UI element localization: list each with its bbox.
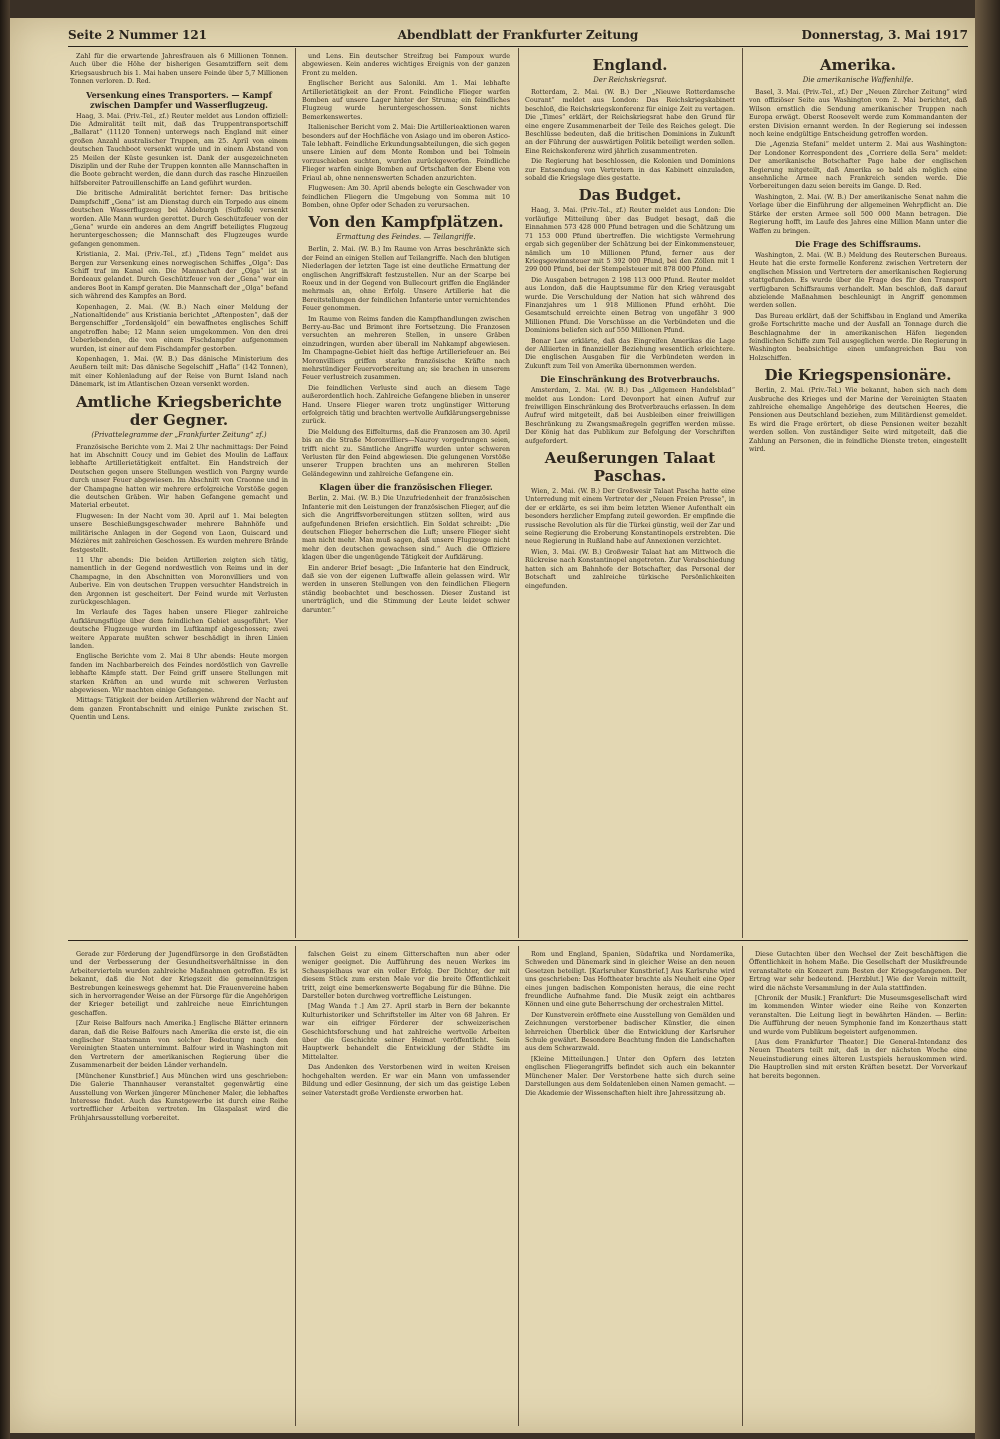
column-divider xyxy=(295,946,296,1426)
column-divider xyxy=(295,48,296,938)
feuilleton-column-2 xyxy=(302,950,510,1426)
feuilleton-separator xyxy=(68,940,968,941)
article-column-3 xyxy=(525,52,735,934)
article-paragraph: Rotterdam, 2. Mai. (W. B.) Der „Nieuwe Rotterdamsche Courant“ meldet aus London: Das Reichskriegskabinett beschloß, die Reichskriegskonferenz für einige Zeit zu vertagen. Die „Times“ erklärt, der Reichskriegsrat habe den Grund für eine engere Zusammenarbeit der Teile des Reiches gelegt. Die Beschlüsse bedeuten, daß die britischen Dominions in Zukunft an der Führung der auswärtigen Politik beteiligt werden sollen. Eine Reichskonferenz wird jährlich zusammentreten. xyxy=(525,88,735,155)
article-paragraph: Kristiania, 2. Mai. (Priv.-Tel., zf.) „Tidens Tegn“ meldet aus Bergen zur Versenkung eines norwegischen Schiffes „Olga“: Das Schiff traf im Kanal ein. Die Mannschaft der „Olga“ ist in Bordeaux gelandet. Durch Geschützfeuer von der „Gena“ war ein anderes Boot in Kampf geraten. Die Mannschaft der „Olga“ befand sich während des Kampfes an Bord. xyxy=(70,250,288,301)
section-heading: Aeußerungen Talaat Paschas. xyxy=(544,449,716,486)
article-paragraph: Berlin, 2. Mai. (Priv.-Tel.) Wie bekannt, haben sich nach dem Ausbruche des Krieges und der Marine der Vereinigten Staaten zahlreiche ehemalige Angehörige des deutschen Heeres, die Pensionen aus Deutschland beziehen, zum Militärdienst gemeldet. Es wird die Frage erörtert, ob diese Pensionen weiter bezahlt werden sollen. Von zuständiger Seite wird mitgeteilt, daß die Zahlung an Personen, die in feindliche Dienste treten, eingestellt wird. xyxy=(749,386,967,454)
article-subheading: Die amerikanische Waffenhilfe. xyxy=(802,76,914,84)
article-paragraph: falschen Geist zu einem Gitterschaften nun aber oder weniger geeignet. Die Aufführung des neuen Werkes im Schauspielhaus war ein voller Erfolg. Der Dichter, der mit diesem Stück zum ersten Male vor die breite Öffentlichkeit tritt, zeigt eine bemerkenswerte Begabung für die Bühne. Die Darsteller boten durchweg vortreffliche Leistungen. xyxy=(302,950,510,1001)
article-heading: Klagen über die französischen Flieger. xyxy=(319,482,493,493)
article-paragraph: Berlin, 2. Mai. (W. B.) Die Unzufriedenheit der französischen Infanterie mit den Leistungen der französischen Flieger, auf die sich die Angriffsvorbereitungen stützen sollten, wird aus aufgefundenen Briefen ersichtlich. Ein Soldat schreibt: „Die deutschen Flieger beherrschen die Luft; unsere Flieger sieht man nicht mehr. Man muß sagen, daß unsere Flugzeuge nicht mehr den deutschen gewachsen sind.“ Auch die Offiziere klagen über die ungenügende Tätigkeit der Aufklärung. xyxy=(302,494,510,562)
newspaper-title: Abendblatt der Frankfurter Zeitung xyxy=(397,28,639,42)
section-heading: England. xyxy=(592,56,668,74)
column-divider xyxy=(742,946,743,1426)
article-paragraph: Wien, 2. Mai. (W. B.) Der Großwesir Talaat Pascha hatte eine Unterredung mit einem Vertreter der „Neuen Freien Presse“, in der er erklärte, es sei ihm beim letzten Wiener Aufenthalt ein besonders herzlicher Empfang zuteil geworden. Er empfinde die russische Revolution als für die Türkei günstig, weil der Zar und seine Regierung die Eroberung Konstantinopels erstrebten. Die neue Regierung in Rußland habe auf Annexionen verzichtet. xyxy=(525,487,735,546)
article-paragraph: Washington, 2. Mai. (W. B.) Der amerikanische Senat nahm die Vorlage über die Einführung der allgemeinen Wehrpflicht an. Die Stärke der ersten Armee soll 500 000 Mann betragen. Die Regierung hofft, im Laufe des Jahres eine Million Mann unter die Waffen zu bringen. xyxy=(749,192,967,235)
article-paragraph: Englische Berichte vom 2. Mai 8 Uhr abends: Heute morgen fanden im Nachbarbereich des Feindes nordöstlich von Gavrelle lebhafte Kämpfe statt. Der Feind griff unsere Stellungen mit starken Kräften an und wurde mit schweren Verlusten abgewiesen. Wir machten einige Gefangene. xyxy=(70,652,288,694)
section-heading: Die Kriegspensionäre. xyxy=(764,366,952,385)
article-paragraph: Amsterdam, 2. Mai. (W. B.) Das „Allgemeen Handelsblad“ meldet aus London: Lord Devonport hat einen Aufruf zur freiwilligen Einschränkung des Brotverbrauchs erlassen. In dem Aufruf wird mitgeteilt, daß bei Ausbleiben einer freiwilligen Beschränkung zu Zwangsmaßregeln gegriffen werden müsse. Der König hat das Publikum zur Befolgung der Vorschriften aufgefordert. xyxy=(525,386,735,445)
article-paragraph: Flugwesen: Am 30. April abends belegte ein Geschwader von feindlichen Fliegern die Umgebung von Somma mit 10 Bomben, ohne Opfer oder Schaden zu verursachen. xyxy=(302,184,510,209)
article-paragraph: Im Verlaufe des Tages haben unsere Flieger zahlreiche Aufklärungsflüge über dem feindlichen Gebiet ausgeführt. Vier deutsche Flugzeuge wurden im Luftkampf abgeschossen; zwei weitere Apparate mußten schwer beschädigt in ihren Linien landen. xyxy=(70,608,288,650)
page-number: Seite 2 Nummer 121 xyxy=(68,28,208,42)
article-paragraph: Das Andenken des Verstorbenen wird in weiten Kreisen hochgehalten werden. Er war ein Mann von umfassender Bildung und edler Gesinnung, der sich um das geistige Leben seiner Vaterstadt große Verdienste erworben hat. xyxy=(302,1063,510,1097)
section-heading: Von den Kampfplätzen. xyxy=(308,213,504,232)
column-divider xyxy=(518,946,519,1426)
article-paragraph: Rom und England, Spanien, Südafrika und Nordamerika, Schweden und Dänemark sind in gleicher Weise an den neuen Gesetzen beteiligt. [Karlsruher Kunstbrief.] Aus Karlsruhe wird uns geschrieben: Das Hoftheater brachte als Neuheit eine Oper eines jungen badischen Komponisten heraus, die eine recht freundliche Aufnahme fand. Die Musik zeigt ein achtbares Können und eine gute Beherrschung der orchestralen Mittel. xyxy=(525,950,735,1009)
article-paragraph: Italienischer Bericht vom 2. Mai: Die Artillerieaktionen waren besonders auf der Hochfläche von Asiago und im oberen Astico-Tale lebhaft. Feindliche Erkundungsabteilungen, die sich gegen unsere Linien auf dem Monte Rombon und bei Tolmein vorzuschieben suchten, wurden zurückgeworfen. Feindliche Flieger warfen einige Bomben auf Ortschaften der Ebene von Friaul ab, ohne nennenswerten Schaden anzurichten. xyxy=(302,123,510,182)
article-paragraph: Mittags: Tätigkeit der beiden Artillerien während der Nacht auf dem ganzen Frontabschnitt und einige Punkte zwischen St. Quentin und Lens. xyxy=(70,696,288,722)
article-paragraph: Wien, 3. Mai. (W. B.) Großwesir Talaat hat am Mittwoch die Rückreise nach Konstantinopel angetreten. Zur Verabschiedung hatten sich am Bahnhofe der Botschafter, das Personal der Botschaft und zahlreiche türkische Persönlichkeiten eingefunden. xyxy=(525,547,735,590)
article-heading: Versenkung eines Transporters. — Kampf zwischen Dampfer und Wasserflugzeug. xyxy=(86,89,272,110)
article-paragraph: Basel, 3. Mai. (Priv.-Tel., zf.) Der „Neuen Zürcher Zeitung“ wird von offiziöser Seite aus Washington vom 2. Mai berichtet, daß Wilson ernstlich die Sendung amerikanischer Truppen nach Europa erwägt. Oberst Roosevelt werde zum Kommandanten der ersten Division ernannt werden. In der Regierung sei indessen noch keine endgültige Entscheidung getroffen worden. xyxy=(749,88,967,139)
article-paragraph: Washington, 2. Mai. (W. B.) Meldung des Reuterschen Bureaus. Heute hat die erste formelle Konferenz zwischen Vertretern der englischen Mission und Vertretern der amerikanischen Regierung stattgefunden. Es wurde über die Frage des für den Transport verfügbaren Schiffsraums verhandelt. Man beschloß, daß darauf abzielende Maßnahmen beschleunigt in Angriff genommen werden sollen. xyxy=(749,250,967,310)
section-heading: Amerika. xyxy=(820,56,896,74)
article-subheading: Ermattung des Feindes. — Teilangriffe. xyxy=(336,233,476,242)
article-paragraph: Das Bureau erklärt, daß der Schiffsbau in England und Amerika große Fortschritte mache und der Ausfall an Tonnage durch die Beschlagnahme der in amerikanischen Häfen liegenden feindlichen Schiffe zum Teil ausgeglichen werde. Die Regierung in Washington beabsichtige einen umfangreichen Bau von Holzschiffen. xyxy=(749,311,967,362)
article-paragraph: Kopenhagen, 1. Mai. (W. B.) Das dänische Ministerium des Aeußern teilt mit: Das dänische Segelschiff „Hafla“ (142 Tonnen), mit einer Kohlenladung auf der Reise von Burnt Island nach Dänemark, ist im Atlantischen Ozean versenkt worden. xyxy=(70,355,288,389)
article-paragraph: [Zur Reise Balfours nach Amerika.] Englische Blätter erinnern daran, daß die Reise Balfours nach Amerika die erste ist, die ein englischer Staatsmann von solcher Bedeutung nach den Vereinigten Staaten unternimmt. Balfour wird in Washington mit den Vertretern der amerikanischen Regierung über die Zusammenarbeit der beiden Länder verhandeln. xyxy=(70,1019,288,1070)
article-paragraph: [Mag Wanda †.] Am 27. April starb in Bern der bekannte Kulturhistoriker und Schriftsteller im Alter von 68 Jahren. Er war ein eifriger Förderer der schweizerischen Geschichtsforschung und hat zahlreiche wertvolle Arbeiten über die Geschichte seiner Heimat veröffentlicht. Sein Hauptwerk behandelt die Entwicklung der Städte im Mittelalter. xyxy=(302,1002,510,1061)
article-paragraph: Die „Agenzia Stefani“ meldet unterm 2. Mai aus Washington: Der Londoner Korrespondent des „Corriere della Sera“ meldet: Der amerikanische Botschafter Page habe der englischen Regierung mitgeteilt, daß Amerika so bald als möglich eine ansehnliche Armee nach Frankreich senden werde. Die Vorbereitungen dazu seien bereits im Gange. D. Red. xyxy=(749,140,967,191)
article-paragraph: Die feindlichen Verluste sind auch an diesem Tage außerordentlich hoch. Zahlreiche Gefangene blieben in unserer Hand. Unsere Flieger waren trotz ungünstiger Witterung erfolgreich tätig und brachten wertvolle Aufklärungsergebnisse zurück. xyxy=(302,383,510,426)
article-subheading: Der Reichskriegsrat. xyxy=(593,76,667,84)
section-heading: Amtliche Kriegsberichte der Gegner. xyxy=(76,392,282,429)
article-paragraph: Kopenhagen, 2. Mai. (W. B.) Nach einer Meldung der „Nationaltidende“ aus Kristiania berichtet „Aftenposten“, daß der Bergenschiffer „Tordenskjold“ ein bewaffnetes englisches Schiff angetroffen habe; 12 Mann seien umgekommen. Von den drei Ueberlebenden, die von einem Fischdampfer aufgenommen wurden, ist einer auf dem Fischdampfer gestorben. xyxy=(70,302,288,353)
article-paragraph: Ein anderer Brief besagt: „Die Infanterie hat den Eindruck, daß sie von der eigenen Luftwaffe allein gelassen wird. Wir werden in unseren Stellungen von den feindlichen Fliegern ständig beobachtet und beschossen. Dieser Zustand ist unerträglich, und die Stimmung der Leute leidet schwer darunter.“ xyxy=(302,563,510,614)
article-paragraph: 11 Uhr abends: Die beiden Artillerien zeigten sich tätig, namentlich in der Gegend nordwestlich von Reims und in der Champagne, in den Abschnitten von Moronvilliers und von Auberive. Ein von deutschen Truppen versuchter Handstreich in den Argonnen ist gescheitert. Der Feind wurde mit Verlusten zurückgeschlagen. xyxy=(70,555,288,606)
book-binding-shadow xyxy=(0,0,10,1439)
article-column-4 xyxy=(749,52,967,934)
column-divider xyxy=(518,48,519,938)
column-divider xyxy=(742,48,743,938)
article-paragraph: Haag, 3. Mai. (Priv.-Tel., zf.) Reuter meldet aus London: Die vorläufige Mitteilung über das Budget besagt, daß die Einnahmen 573 428 000 Pfund betragen und die Schätzung um 71 153 000 Pfund übertreffen. Die wichtigste Vermehrung ergab sich gegenüber der Schätzung bei der Einkommensteuer, nämlich um 10 Millionen Pfund, ferner aus der Kriegsgewinnsteuer mit 5 392 000 Pfund, bei den Zöllen mit 1 299 000 Pfund, bei der Stempelsteuer mit 878 000 Pfund. xyxy=(525,206,735,274)
article-paragraph: [Aus dem Frankfurter Theater.] Die General-Intendanz des Neuen Theaters teilt mit, daß in der nächsten Woche eine Neueinstudierung eines älteren Lustspiels herauskommen wird. Die Hauptrollen sind mit ersten Kräften besetzt. Der Vorverkauf hat bereits begonnen. xyxy=(749,1038,967,1080)
article-heading: Die Frage des Schiffsraums. xyxy=(795,238,921,249)
article-paragraph: Die Ausgaben betrugen 2 198 113 000 Pfund. Reuter meldet aus London, daß die Hauptsumme für den Krieg verausgabt wurde. Die Verschuldung der Nation hat sich während des Finanzjahres um 1 918 Millionen Pfund erhöht. Die Gesamtschuld erreichte einen Betrag von ungefähr 3 900 Millionen Pfund. Die Vorschüsse an die Verbündeten und die Dominions beliefen sich auf 550 Millionen Pfund. xyxy=(525,275,735,335)
article-paragraph: Der Kunstverein eröffnete eine Ausstellung von Gemälden und Zeichnungen verstorbener badischer Künstler, die einen lehrreichen Überblick über die Entwicklung der Karlsruher Schule gewährt. Besondere Beachtung finden die Landschaften aus dem Schwarzwald. xyxy=(525,1010,735,1053)
article-paragraph: Berlin, 2. Mai. (W. B.) Im Raume von Arras beschränkte sich der Feind an einigen Stellen auf Teilangriffe. Nach den blutigen Niederlagen der letzten Tage ist eine deutliche Ermattung der englischen Angriffskraft festzustellen. Nur an der Scarpe bei Roeux und in der Gegend von Bullecourt griffen die Engländer mehrmals an, ohne Erfolg. Unsere Artillerie hat die Bereitstellungen der feindlichen Infanterie unter vernichtendes Feuer genommen. xyxy=(302,245,510,313)
feuilleton-column-4 xyxy=(749,950,967,1426)
article-paragraph: Flugwesen: In der Nacht vom 30. April auf 1. Mai belegten unsere Beschießungsgeschwader mehrere Bahnhöfe und militärische Anlagen in der Gegend von Laon, Guiscard und Mézières mit zahlreichen Geschossen. Es wurden mehrere Brände festgestellt. xyxy=(70,511,288,554)
feuilleton-column-1 xyxy=(70,950,288,1426)
article-heading: Die Einschränkung des Brotverbrauchs. xyxy=(540,374,720,385)
article-paragraph: Englischer Bericht aus Saloniki. Am 1. Mai lebhafte Artillerietätigkeit an der Front. Feindliche Flieger warfen Bomben auf unsere Lager hinter der Struma; ein feindliches Flugzeug wurde heruntergeschossen. Sonst nichts Bemerkenswertes. xyxy=(302,79,510,121)
article-paragraph: Die Regierung hat beschlossen, die Kolonien und Dominions zur Entsendung von Vertretern in das Kabinett einzuladen, sobald die Kriegslage dies gestatte. xyxy=(525,157,735,183)
article-paragraph: Zahl für die erwartende Jahresfrauen als 6 Millionen Tonnen. Auch über die Höhe der bisherigen Gesamtziffern seit dem Kriegsausbruch bis 1. Mai haben unsere Feinde über 5,7 Millionen Tonnen verloren. D. Red. xyxy=(70,52,288,86)
article-paragraph: Die britische Admiralität berichtet ferner: Das britische Dampfschiff „Gena“ ist am Dienstag durch ein Torpedo aus einem deutschen Wasserflugzeug bei Aldeburgh (Suffolk) versenkt worden. Alle Mann wurden gerettet. Durch Geschützfeuer von der „Gena“ wurde ein anderes an dem Angriff beteiligtes Flugzeug heruntergeschossen; die Mannschaft des Flugzeuges wurde gefangen genommen. xyxy=(70,189,288,248)
article-subheading: (Privattelegramme der „Frankfurter Zeitung“ zf.) xyxy=(91,430,267,439)
newspaper-page xyxy=(10,18,975,1433)
article-paragraph: und Lens. Ein deutscher Streifzug bei Fampoux wurde abgewiesen. Kein anderes wichtiges Ereignis von der ganzen Front zu melden. xyxy=(302,52,510,77)
article-paragraph: Die Meldung des Eiffelturms, daß die Franzosen am 30. April bis an die Straße Moronvilliers—Nauroy vorgedrungen seien, trifft nicht zu. Sämtliche Angriffe wurden unter schweren Verlusten für den Feind abgewiesen. Die gelungenen Vorstöße unserer Truppen brachten uns an mehreren Stellen Geländegewinn und zahlreiche Gefangene ein. xyxy=(302,427,510,478)
article-paragraph: [Kleine Mitteilungen.] Unter den Opfern des letzten englischen Fliegerangriffs befindet sich auch ein bekannter Münchener Maler. Der Verstorbene hatte sich durch seine Darstellungen aus dem Soldatenleben einen Namen gemacht. — Die Akademie der Wissenschaften hielt ihre Jahressitzung ab. xyxy=(525,1054,735,1097)
article-paragraph: Französische Berichte vom 2. Mai 2 Uhr nachmittags: Der Feind hat im Abschnitt Coucy und im Gebiet des Moulin de Laffaux lebhafte Artillerietätigkeit entfaltet. Ein Handstreich der Deutschen gegen unsere Stellungen westlich von Pargny wurde durch unser Feuer abgewiesen. Im Abschnitt von Craonne und in der Champagne hatten wir mehrere erfolgreiche Vorstöße gegen die deutschen Gräben. Wir haben Gefangene gemacht und Material erbeutet. xyxy=(70,442,288,510)
article-paragraph: Gerade zur Förderung der Jugendfürsorge in den Großstädten und der Verbesserung der Gesundheitsverhältnisse in den Arbeitervierteln wurden zahlreiche Maßnahmen getroffen. Es ist bekannt, daß die Not der Kriegszeit die gemeinnützigen Bestrebungen keineswegs gehemmt hat. Die Frauenvereine haben sich in hervorragender Weise an der Fürsorge für die Angehörigen der Krieger beteiligt und zahlreiche neue Einrichtungen geschaffen. xyxy=(70,950,288,1017)
article-paragraph: Im Raume von Reims fanden die Kampfhandlungen zwischen Berry-au-Bac und Brimont ihre Fortsetzung. Die Franzosen versuchten an mehreren Stellen, in unsere Gräben einzudringen, wurden aber überall im Nahkampf abgewiesen. Im Champagne-Gebiet hielt das heftige Artilleriefeuer an. Bei Moronvilliers griffen starke französische Kräfte nach mehrstündiger Feuervorbereitung an; sie brachen in unserem Feuer verlustreich zusammen. xyxy=(302,314,510,382)
section-heading: Das Budget. xyxy=(578,186,682,205)
article-paragraph: Bonar Law erklärte, daß das Eingreifen Amerikas die Lage der Alliierten in finanzieller Beziehung wesentlich erleichtere. Die englischen Ausgaben für die Verbündeten werden in Zukunft zum Teil von Amerika übernommen werden. xyxy=(525,336,735,370)
article-paragraph: Diese Gutachten über den Wechsel der Zeit beschäftigen die Öffentlichkeit in hohem Maße. Die Gesellschaft der Musikfreunde veranstaltete ein Konzert zum Besten der Kriegsgefangenen. Der Ertrag war sehr bedeutend. [Herzblut.] Wie der Verein mitteilt, wird die nächste Versammlung in der Aula stattfinden. xyxy=(749,950,967,992)
article-paragraph: Haag, 3. Mai. (Priv.-Tel., zf.) Reuter meldet aus London offiziell: Die Admiralität teilt mit, daß das Truppentransportschiff „Ballarat“ (11120 Tonnen) unterwegs nach England mit einer großen Anzahl australischer Truppen, am 25. April von einem deutschen Tauchboot versenkt wurde und in einem Abstand von 25 Meilen der Küste gesunken ist. Dank der ausgezeichneten Disziplin und der Ruhe der Truppen konnten alle Mannschaften in die Boote gebracht werden, die dann durch das rasche Hinzueilen hilfsbereiter Patrouillenschiffe an Land geführt wurden. xyxy=(70,111,288,187)
masthead xyxy=(68,24,968,47)
article-column-2 xyxy=(302,52,510,934)
article-column-1 xyxy=(70,52,288,934)
issue-date: Donnerstag, 3. Mai 1917 xyxy=(801,28,968,42)
article-paragraph: [Münchener Kunstbrief.] Aus München wird uns geschrieben: Die Galerie Thannhauser veranstaltet gegenwärtig eine Ausstellung von Werken jüngerer Münchener Maler, die lebhaftes Interesse findet. Auch das Kunstgewerbe ist durch eine Reihe vortrefflicher Arbeiten vertreten. Im Glaspalast wird die Frühjahrsausstellung vorbereitet. xyxy=(70,1071,288,1122)
feuilleton-column-3 xyxy=(525,950,735,1426)
page-edge-shadow xyxy=(975,0,1000,1439)
article-paragraph: [Chronik der Musik.] Frankfurt: Die Museumsgesellschaft wird im kommenden Winter wieder eine Reihe von Konzerten veranstalten. Die Leitung liegt in bewährten Händen. — Berlin: Die Aufführung der neuen Symphonie fand im Konzerthaus statt und wurde vom Publikum begeistert aufgenommen. xyxy=(749,994,967,1036)
